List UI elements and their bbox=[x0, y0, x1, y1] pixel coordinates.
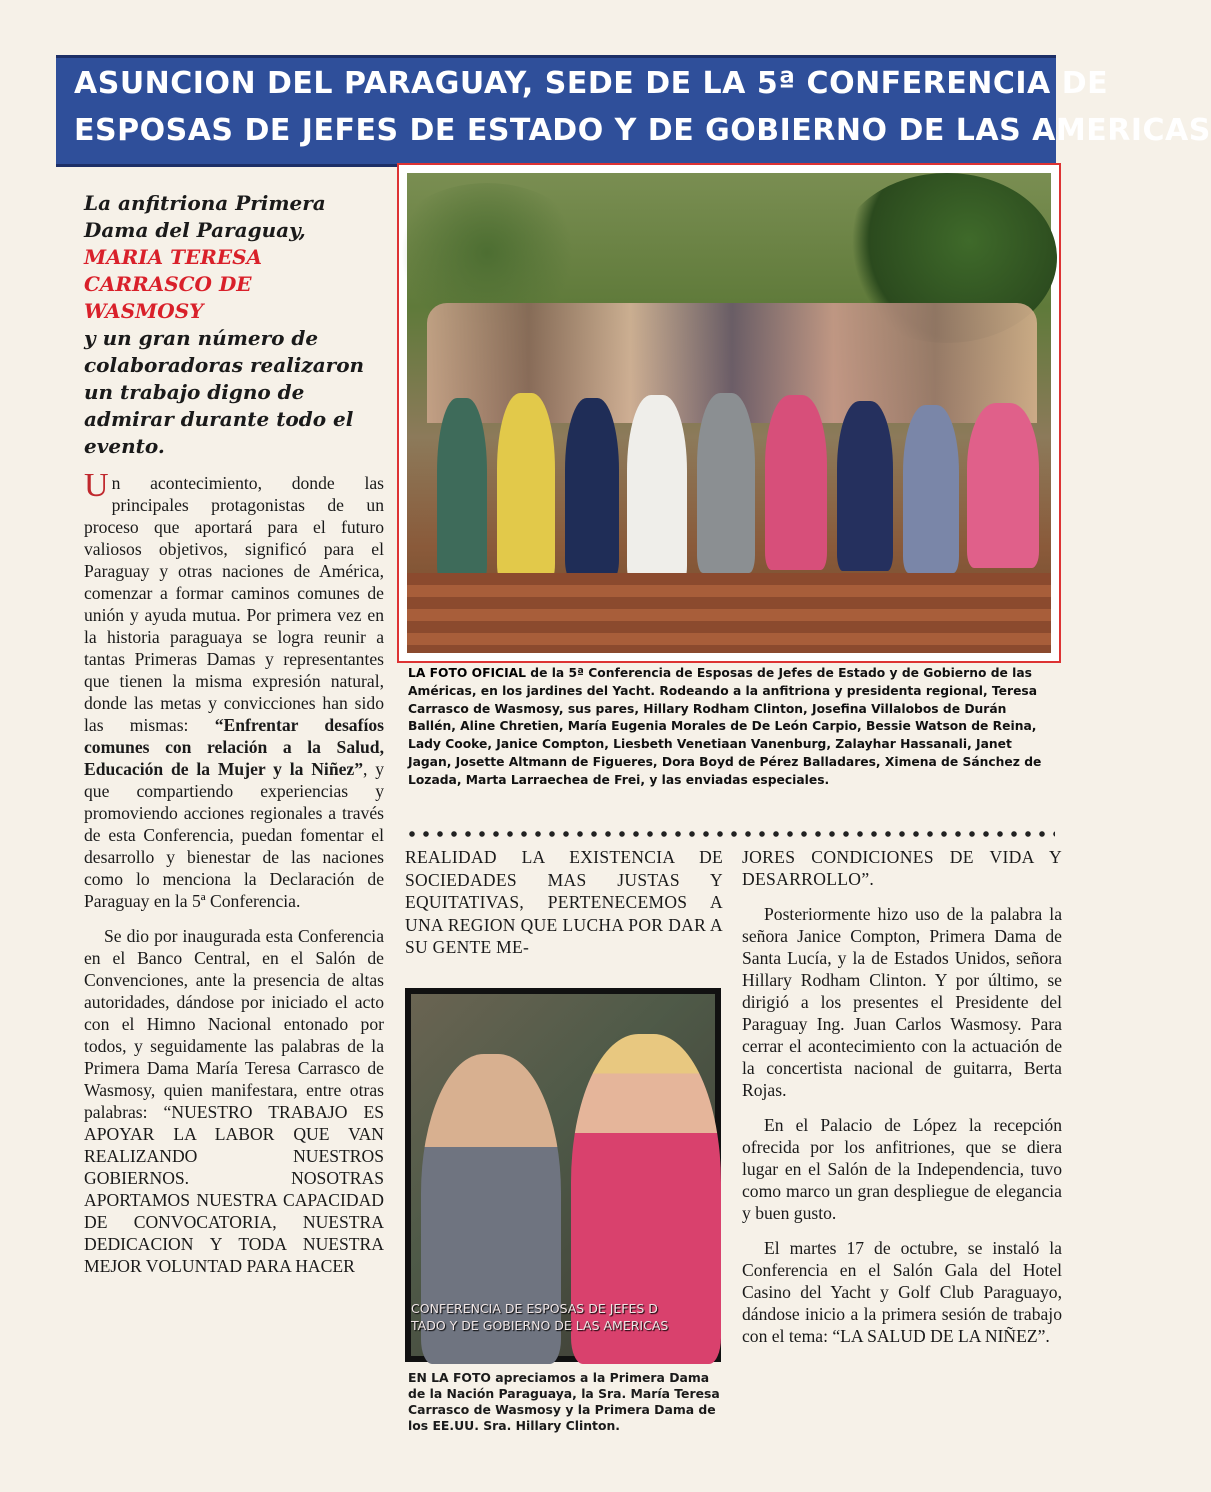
drop-cap: U bbox=[84, 467, 109, 504]
main-photo-caption bbox=[408, 665, 1058, 790]
left-paragraph-2: Se dio por inaugurada esta Conferencia en el Banco Central, en el Salón de Convenciones, ante la presencia de altas autoridades, dándose por iniciado el acto con el Himno Nacional entonado por todos, y seguidamente las palabras de la Primera Dama María Teresa Carrasco de Wasmosy, quien manifestara, entre otras palabras: “NUESTRO TRABAJO ES APOYAR LA LABOR QUE VAN REALIZANDO NUESTROS GOBIERNOS. NOSOTRAS APORTAMOS NUESTRA CAPACIDAD DE CONVOCATORIA, NUESTRA DEDICACION Y TODA NUESTRA MEJOR VOLUNTAD PARA HACER bbox=[84, 926, 384, 1276]
left-column bbox=[84, 467, 384, 1290]
headline-line-1: ASUNCION DEL PARAGUAY, SEDE DE LA 5ª CONFERENCIA DE bbox=[74, 66, 1109, 101]
right-paragraph-2: En el Palacio de López la recepción ofrecida por los anfitriones, que se diera lugar en el Salón de la Independencia, tuvo como marco un gran despliegue de elegancia y buen gusto. bbox=[742, 1115, 1062, 1223]
headline-line-2: ESPOSAS DE JEFES DE ESTADO Y DE GOBIERNO DE LAS AMERICAS bbox=[74, 113, 1211, 148]
inset-overlay-line-1: CONFERENCIA DE ESPOSAS DE JEFES D bbox=[411, 1301, 658, 1316]
main-caption-text: de la 5ª Conferencia de Esposas de Jefes de Estado y de Gobierno de las Américas, en los jardines del Yacht. Rodeando a la anfitriona y presidenta regional, Teresa Carrasco de Wasmosy, sus pares, Hillary Rodham Clinton, Josefina Villalobos de Durán Ballén, Aline Chretien, María Eugenia Morales de De León Carpio, Bessie Watson de Reina, Lady Cooke, Janice Compton, Liesbeth Venetiaan Vanenburg, Zalayhar Hassanali, Janet Jagan, Josette Altmann de Figueres, Dora Boyd de Pérez Balladares, Ximena de Sánchez de Lozada, Marta Larraechea de Frei, y las enviadas especiales. bbox=[408, 666, 1042, 787]
dotted-divider bbox=[405, 830, 1055, 838]
headline-banner bbox=[56, 55, 1211, 167]
intro-deck bbox=[84, 190, 374, 460]
middle-column bbox=[405, 846, 723, 959]
left-p1-rest: n acontecimiento, donde las principales protagonistas de un proceso que aportará para el futuro valiosos objetivos, significó para el Paraguay y otras naciones de América, comenzar a formar caminos comunes de unión y ayuda mutua. Por primera vez en la historia paraguaya se logra reunir a tantas Primeras Damas y representantes que tienen la misma expresión natural, donde las metas y convicciones han sido las mismas: bbox=[84, 473, 384, 735]
left-p1-bold: “Enfrentar desafíos comunes con relación a la Salud, Educación de la Mujer y la Niñez” bbox=[84, 715, 384, 779]
left-p1-end: , y que compartiendo experiencias y promoviendo acciones regionales a través de esta Conferencia, puedan fomentar el desarrollo y bienestar de las naciones como lo menciona la Declaración de Paraguay en la 5ª Conferencia. bbox=[84, 759, 384, 911]
right-column bbox=[742, 846, 1062, 1360]
intro-part-2: y un gran número de colaboradoras realizaron un trabajo digno de admirar durante todo el evento. bbox=[84, 326, 365, 458]
official-group-photo bbox=[407, 173, 1051, 653]
right-paragraph-1: Posteriormente hizo uso de la palabra la señora Janice Compton, Primera Dama de Santa Lucía, y la de Estados Unidos, señora Hillary Rodham Clinton. Y por último, se dirigió a los presentes el Presidente del Paraguay Ing. Juan Carlos Wasmosy. Para cerrar el acontecimiento con la actuación de la concertista nacional de guitarra, Berta Rojas. bbox=[742, 904, 1062, 1100]
inset-photo bbox=[411, 994, 715, 1356]
inset-photo-caption bbox=[408, 1370, 724, 1434]
inset-overlay-line-2: TADO Y DE GOBIERNO DE LAS AMERICAS bbox=[411, 1318, 669, 1333]
middle-caps-text: REALIDAD LA EXISTENCIA DE SOCIEDADES MAS JUSTAS Y EQUITATIVAS, PERTENECEMOS A UNA REGION QUE LUCHA POR DAR A SU GENTE ME- bbox=[405, 847, 723, 957]
inset-photo-overlay bbox=[411, 1300, 715, 1334]
intro-part-1: La anfitriona Primera Dama del Paraguay, bbox=[84, 191, 326, 242]
inset-caption-lead: EN LA FOTO bbox=[408, 1370, 491, 1385]
inset-photo-frame bbox=[405, 988, 721, 1362]
main-photo-frame bbox=[397, 163, 1061, 663]
right-paragraph-3: El martes 17 de octubre, se instaló la Conferencia en el Salón Gala del Hotel Casino del Yacht y Golf Club Paraguayo, dándose inicio a la primera sesión de trabajo con el tema: “LA SALUD DE LA NIÑEZ”. bbox=[742, 1238, 1062, 1346]
right-caps-text: JORES CONDICIONES DE VIDA Y DESARROLLO”. bbox=[742, 847, 1062, 889]
intro-name: MARIA TERESA CARRASCO DE WASMOSY bbox=[84, 245, 263, 323]
inset-caption-text: apreciamos a la Primera Dama de la Nación Paraguaya, la Sra. María Teresa Carrasco de Wasmosy y la Primera Dama de los EE.UU. Sra. Hillary Clinton. bbox=[408, 1370, 720, 1433]
main-caption-lead: LA FOTO OFICIAL bbox=[408, 666, 526, 680]
left-paragraph-1 bbox=[84, 467, 384, 912]
